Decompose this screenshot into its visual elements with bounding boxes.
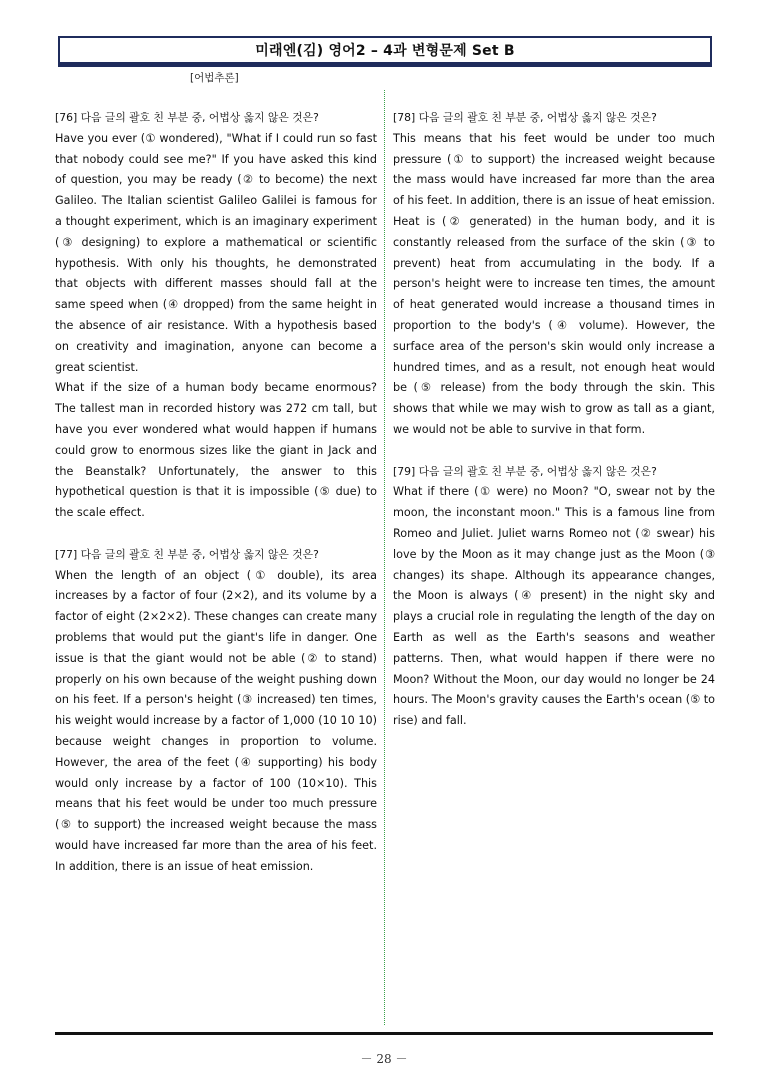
question-78 (393, 108, 715, 441)
question-79-body (393, 482, 715, 732)
page-title: 미래엔(김) 영어2 – 4과 변형문제 Set B (255, 43, 515, 59)
page-number: － 28 － (360, 1052, 408, 1066)
question-77-body (55, 566, 377, 878)
column-divider (384, 90, 385, 1025)
question-77 (55, 545, 377, 878)
right-column (393, 108, 715, 732)
page-header (58, 36, 712, 64)
question-79-paragraph-1: What if there (① were) no Moon? "O, swear not by the moon, the inconstant moon." This is a famous line from Romeo and Juliet. Juliet warns Romeo not (② swear) his love by the Moon as it may change just as the Moon (③ changes) its shape. Although its appearance changes, the Moon is always (④ present) in the night sky and plays a crucial role in regulating the length of the day on Earth as well as the Earth's seasons and weather patterns. Then, what would happen if there were no Moon? Without the Moon, our day would no longer be 24 hours. The Moon's gravity causes the Earth's ocean (⑤ to rise) and fall. (393, 485, 715, 728)
question-76-body (55, 129, 377, 524)
question-78-body (393, 129, 715, 441)
question-76 (55, 108, 377, 524)
question-77-title: [77] 다음 글의 괄호 친 부분 중, 어법상 옳지 않은 것은? (55, 547, 319, 561)
question-79 (393, 462, 715, 732)
question-76-paragraph-1: Have you ever (① wondered), "What if I could run so fast that nobody could see me?" If you have asked this kind of question, you may be ready (② to become) the next Galileo. The Italian scientist Galileo Galilei is famous for a thought experiment, which is an imaginary experiment (③ designing) to explore a mathematical or scientific hypothesis. With only his thoughts, he demonstrated that objects with different masses should fall at the same speed when (④ dropped) from the same height in the absence of air resistance. With a hypothesis based on creativity and imagination, anyone can become a great scientist. (55, 131, 377, 374)
spacer (393, 441, 715, 462)
question-78-title: [78] 다음 글의 괄호 친 부분 중, 어법상 옳지 않은 것은? (393, 111, 657, 124)
section-label: [어법추론] (190, 72, 239, 84)
spacer (55, 524, 377, 545)
question-77-paragraph-1: When the length of an object (① double), its area increases by a factor of four (2×2), and its volume by a factor of eight (2×2×2). These changes can create many problems that would put the giant's life in danger. One issue is that the giant would not be able (② to stand) properly on his own because of the weight pushing down on his feet. If a person's height (③ increased) ten times, his weight would increase by a factor of 1,000 (10 10 10) because weight changes in proportion to volume. However, the area of the feet (④ supporting) his body would only increase by a factor of 100 (10×10). This means that his feet would be under too much pressure (⑤ to support) the increased weight because the mass would have increased far more than the area of his feet. In addition, there is an issue of heat emission. (55, 568, 377, 873)
question-78-paragraph-1: This means that his feet would be under too much pressure (① to support) the increased weight because the mass would have increased far more than the area of his feet. In addition, there is an issue of heat emission. Heat is (② generated) in the human body, and it is constantly released from the surface of the skin (③ to prevent) heat from accumulating in the body. If a person's height were to increase ten times, the amount of heat generated would increase a thousand times in proportion to the body's (④ volume). However, the surface area of the person's skin would only increase a hundred times, and as a result, not enough heat would be (⑤ release) from the body through the skin. This shows that while we may wish to grow as tall as a giant, we would not be able to survive in that form. (393, 131, 715, 436)
left-column (55, 108, 377, 877)
footer-rule (55, 1032, 713, 1035)
question-76-title: [76] 다음 글의 괄호 친 부분 중, 어법상 옳지 않은 것은? (55, 111, 319, 124)
question-76-paragraph-2: What if the size of a human body became enormous? The tallest man in recorded history was 272 cm tall, but have you ever wondered what would happen if humans could grow to enormous sizes like the giant in Jack and the Beanstalk? Unfortunately, the answer to this hypothetical question is that it is impossible (⑤ due) to the scale effect. (55, 381, 377, 520)
question-79-title: [79] 다음 글의 괄호 친 부분 중, 어법상 옳지 않은 것은? (393, 464, 657, 478)
